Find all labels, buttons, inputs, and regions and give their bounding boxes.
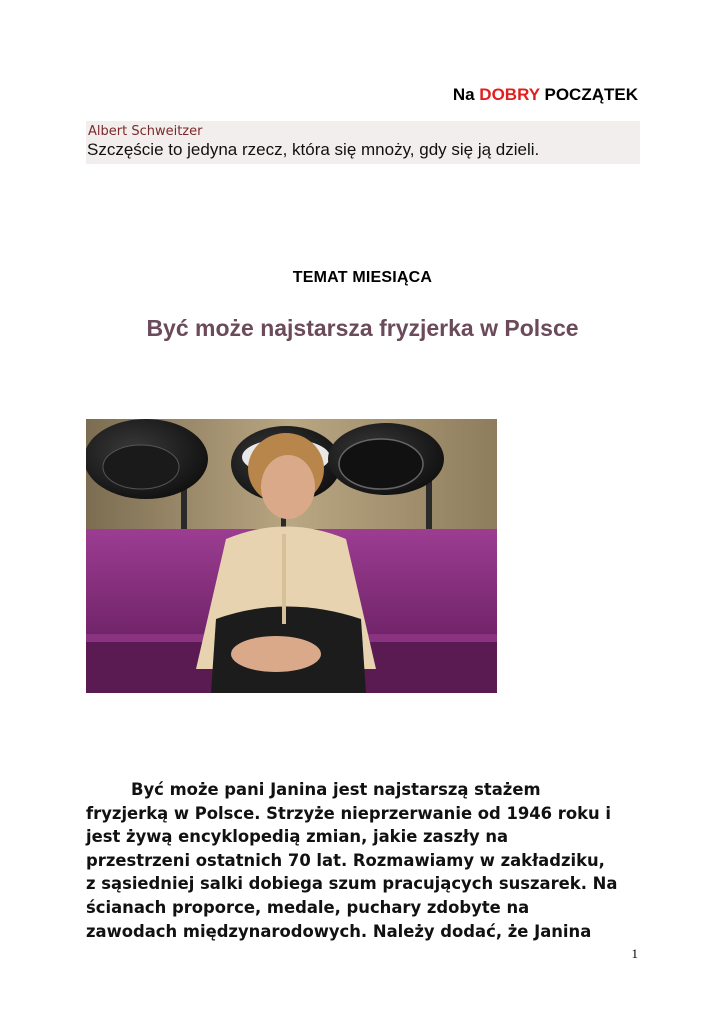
body-line: fryzjerką w Polsce. Strzyże nieprzerwanie od 1946 roku i xyxy=(86,803,612,823)
section-label: TEMAT MIESIĄCA xyxy=(292,269,433,286)
article-title: Być może najstarsza fryzjerka w Polsce xyxy=(146,315,579,341)
body-line: jest żywą encyklopedią zmian, jakie zaszły na xyxy=(86,827,509,847)
header-prefix: Na xyxy=(452,85,475,104)
article-photo xyxy=(86,419,497,693)
quote-box xyxy=(86,121,640,164)
body-line: z sąsiedniej salki dobiega szum pracujących suszarek. Na xyxy=(86,874,618,894)
header-highlight: DOBRY xyxy=(479,85,540,104)
body-line: Być może pani Janina jest najstarszą stażem xyxy=(131,780,541,799)
header-line xyxy=(453,85,638,105)
body-line: zawodach międzynarodowych. Należy dodać, że Janina xyxy=(86,921,592,941)
body-line: przestrzeni ostatnich 70 lat. Rozmawiamy w zakładziku, xyxy=(86,850,605,870)
page-number: 1 xyxy=(631,946,638,961)
header-suffix: POCZĄTEK xyxy=(544,85,638,104)
article-body xyxy=(86,778,646,943)
quote-text: Szczęście to jedyna rzecz, która się mnoży, gdy się ją dzieli. xyxy=(87,140,540,159)
quote-author: Albert Schweitzer xyxy=(88,124,203,139)
photo-illustration xyxy=(86,419,497,693)
body-line: ścianach proporce, medale, puchary zdobyte na xyxy=(86,897,530,917)
